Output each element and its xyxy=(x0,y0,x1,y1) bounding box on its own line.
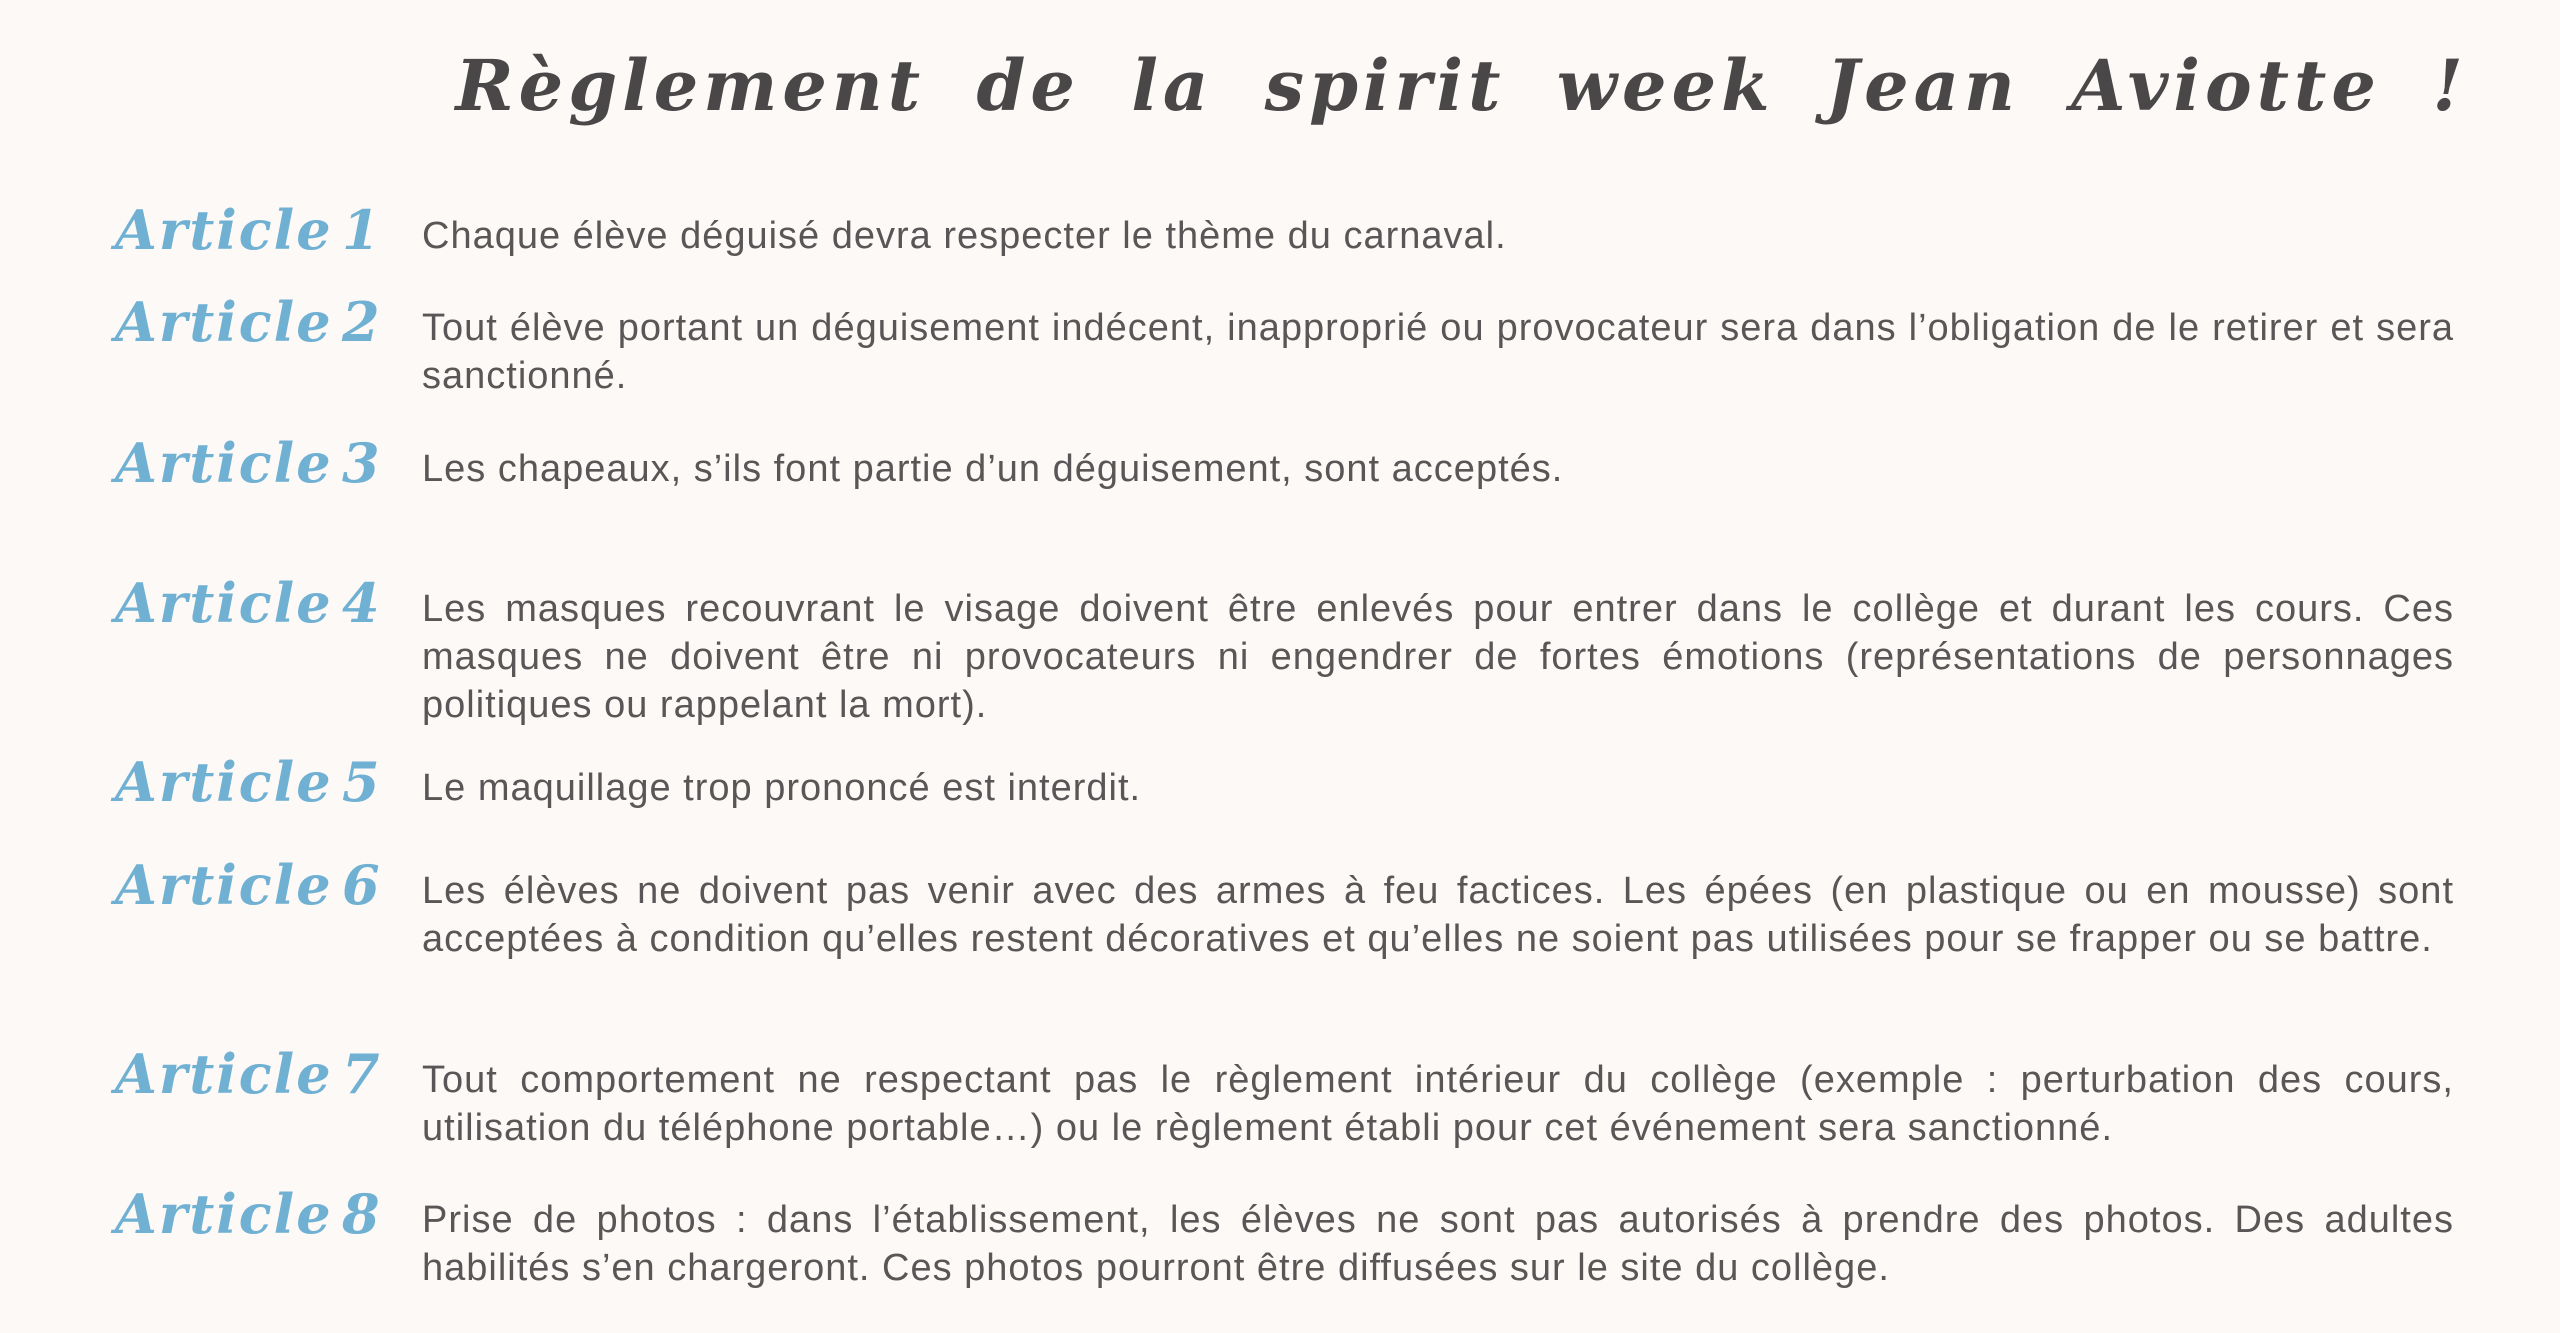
article-number: 7 xyxy=(342,1042,382,1106)
article-label xyxy=(115,1044,385,1104)
article-number: 6 xyxy=(342,853,382,917)
article-number: 2 xyxy=(342,290,382,354)
article-text: Chaque élève déguisé devra respecter le thème du carnaval. xyxy=(422,215,1507,257)
article-label xyxy=(115,752,385,812)
article-number: 1 xyxy=(342,198,382,262)
article-label-word: Article xyxy=(115,1042,333,1106)
article-label-word: Article xyxy=(115,431,333,495)
article-number: 3 xyxy=(342,431,382,495)
article-text: Tout élève portant un déguisement indécent, inapproprié ou provocateur sera dans l’obligation de le retirer et sera sanctionné. xyxy=(422,307,2454,397)
article-number: 4 xyxy=(342,571,382,635)
article-text: Les masques recouvrant le visage doivent être enlevés pour entrer dans le collège et durant les cours. Ces masques ne doivent être ni provocateurs ni engendrer de fortes émotions (représentations de personnages politiques ou rappelant la mort). xyxy=(422,588,2454,726)
article-label xyxy=(115,200,385,260)
article-text: Tout comportement ne respectant pas le règlement intérieur du collège (exemple : perturbation des cours, utilisation du téléphone portable…) ou le règlement établi pour cet événement sera sanctionné. xyxy=(422,1059,2454,1149)
article-number: 8 xyxy=(342,1182,382,1246)
article-text: Les élèves ne doivent pas venir avec des armes à feu factices. Les épées (en plastique ou en mousse) sont acceptées à condition qu’elles restent décoratives et qu’elles ne soient pas utilisées pour se frapper ou se battre. xyxy=(422,870,2454,960)
article-label xyxy=(115,292,385,352)
article-label-word: Article xyxy=(115,290,333,354)
article-label-word: Article xyxy=(115,1182,333,1246)
page-title: Règlement de la spirit week Jean Aviotte ! xyxy=(455,44,2468,127)
article-label-word: Article xyxy=(115,853,333,917)
article-text: Le maquillage trop prononcé est interdit. xyxy=(422,767,1142,809)
article-text: Prise de photos : dans l’établissement, les élèves ne sont pas autorisés à prendre des photos. Des adultes habilités s’en chargeront. Ces photos pourront être diffusées sur le site du collège. xyxy=(422,1199,2454,1289)
article-number: 5 xyxy=(342,750,382,814)
article-label xyxy=(115,573,385,633)
article-label-word: Article xyxy=(115,571,333,635)
article-label xyxy=(115,1184,385,1244)
article-label xyxy=(115,855,385,915)
article-label-word: Article xyxy=(115,750,333,814)
article-label xyxy=(115,433,385,493)
article-label-word: Article xyxy=(115,198,333,262)
article-text: Les chapeaux, s’ils font partie d’un déguisement, sont acceptés. xyxy=(422,448,1564,490)
